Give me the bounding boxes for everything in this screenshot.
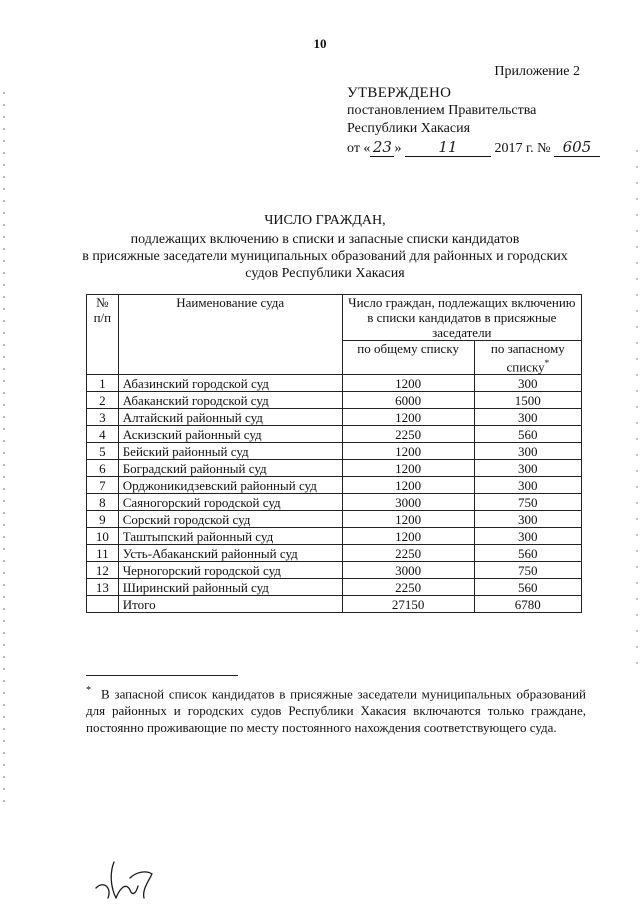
table-row — [87, 426, 582, 443]
general-count-cell: 2250 — [342, 579, 474, 596]
row-num-cell: 10 — [87, 528, 119, 545]
reserve-count-cell: 750 — [474, 494, 581, 511]
court-name-cell: Алтайский районный суд — [118, 409, 342, 426]
approval-heading: УТВЕРЖДЕНО — [347, 85, 452, 101]
approval-line-2: Республики Хакасия — [347, 121, 471, 136]
court-name-cell: Саяногорский городской суд — [118, 494, 342, 511]
row-num-cell: 6 — [87, 460, 119, 477]
reserve-count-cell: 560 — [474, 426, 581, 443]
courts-table — [86, 294, 582, 613]
general-count-cell: 2250 — [342, 545, 474, 562]
table-row — [87, 392, 582, 409]
reserve-count-cell: 300 — [474, 511, 581, 528]
row-num-cell: 3 — [87, 409, 119, 426]
court-name-cell: Ширинский районный суд — [118, 579, 342, 596]
table-row — [87, 409, 582, 426]
reserve-count-cell: 750 — [474, 562, 581, 579]
court-name-cell: Таштыпский районный суд — [118, 528, 342, 545]
table-row — [87, 460, 582, 477]
general-count-cell: 1200 — [342, 460, 474, 477]
title-line-3: судов Республики Хакасия — [245, 266, 405, 281]
reserve-count-cell: 300 — [474, 443, 581, 460]
table-row — [87, 545, 582, 562]
court-name-cell: Абазинский городской суд — [118, 375, 342, 392]
approval-line-1: постановлением Правительства — [347, 103, 537, 118]
footnote-mark: * — [86, 685, 91, 696]
general-count-cell: 1200 — [342, 511, 474, 528]
table-row — [87, 477, 582, 494]
scan-margin-dots-left — [3, 92, 5, 812]
reserve-count-cell: 300 — [474, 528, 581, 545]
general-count-cell: 1200 — [342, 443, 474, 460]
row-num-cell: 11 — [87, 545, 119, 562]
general-count-cell: 1200 — [342, 375, 474, 392]
date-mid: » — [394, 141, 402, 156]
handwritten-signature — [90, 858, 160, 902]
header-name: Наименование суда — [118, 295, 342, 375]
reserve-count-cell: 300 — [474, 477, 581, 494]
table-row — [87, 511, 582, 528]
reserve-count-cell: 560 — [474, 545, 581, 562]
header-group: Число граждан, подлежащих включению в списки кандидатов в присяжные заседатели — [342, 295, 581, 341]
court-name-cell: Сорский городской суд — [118, 511, 342, 528]
court-name-cell: Бейский районный суд — [118, 443, 342, 460]
row-num-cell: 8 — [87, 494, 119, 511]
row-num-cell: 9 — [87, 511, 119, 528]
row-num-cell: 5 — [87, 443, 119, 460]
court-name-cell: Черногорский городской суд — [118, 562, 342, 579]
table-row — [87, 528, 582, 545]
footnote-text: В запасной список кандидатов в присяжные заседатели муниципальных образований для районных и городских судов Республики Хакасия включаются только граждане, постоянно проживающие по месту постоянного нахождения соответствующего суда. — [86, 686, 586, 736]
handwritten-month: 11 — [405, 138, 491, 157]
year-text: 2017 г. № — [494, 141, 551, 156]
reserve-count-cell: 300 — [474, 460, 581, 477]
total-label: Итого — [118, 596, 342, 613]
table-row — [87, 562, 582, 579]
court-name-cell: Боградский районный суд — [118, 460, 342, 477]
row-num-cell: 4 — [87, 426, 119, 443]
total-num-cell — [87, 596, 119, 613]
reserve-count-cell: 560 — [474, 579, 581, 596]
header-reserve — [474, 341, 581, 375]
title-line-2: в присяжные заседатели муниципальных образований для районных и городских — [82, 249, 568, 264]
general-count-cell: 3000 — [342, 562, 474, 579]
total-row — [87, 596, 582, 613]
date-prefix: от « — [347, 141, 371, 156]
footnote — [86, 682, 586, 736]
court-name-cell: Аскизский районный суд — [118, 426, 342, 443]
header-general: по общему списку — [342, 341, 474, 375]
title-main: ЧИСЛО ГРАЖДАН, — [264, 213, 386, 228]
court-name-cell: Абаканский городской суд — [118, 392, 342, 409]
court-name-cell: Усть-Абаканский районный суд — [118, 545, 342, 562]
general-count-cell: 2250 — [342, 426, 474, 443]
header-num: № п/п — [87, 295, 119, 375]
table-row — [87, 375, 582, 392]
approval-date-line — [347, 138, 600, 158]
document-title — [60, 212, 590, 282]
row-num-cell: 12 — [87, 562, 119, 579]
total-reserve: 6780 — [474, 596, 581, 613]
handwritten-day: 23 — [370, 138, 394, 157]
court-name-cell: Орджоникидзевский районный суд — [118, 477, 342, 494]
footnote-ref: * — [544, 358, 550, 368]
total-general: 27150 — [342, 596, 474, 613]
general-count-cell: 6000 — [342, 392, 474, 409]
row-num-cell: 2 — [87, 392, 119, 409]
row-num-cell: 13 — [87, 579, 119, 596]
general-count-cell: 1200 — [342, 477, 474, 494]
general-count-cell: 1200 — [342, 409, 474, 426]
approval-block — [347, 84, 600, 158]
footnote-rule — [86, 675, 238, 676]
reserve-count-cell: 1500 — [474, 392, 581, 409]
table-row — [87, 579, 582, 596]
table-row — [87, 494, 582, 511]
header-reserve-label: по запасному списку — [490, 341, 565, 375]
title-line-1: подлежащих включению в списки и запасные списки кандидатов — [130, 232, 520, 247]
handwritten-number: 605 — [554, 138, 600, 157]
row-num-cell: 7 — [87, 477, 119, 494]
table-body — [87, 375, 582, 596]
row-num-cell: 1 — [87, 375, 119, 392]
general-count-cell: 1200 — [342, 528, 474, 545]
scan-margin-dots-right — [636, 150, 638, 670]
page-number: 10 — [313, 36, 327, 51]
reserve-count-cell: 300 — [474, 375, 581, 392]
general-count-cell: 3000 — [342, 494, 474, 511]
appendix-label: Приложение 2 — [494, 64, 580, 79]
reserve-count-cell: 300 — [474, 409, 581, 426]
table-row — [87, 443, 582, 460]
